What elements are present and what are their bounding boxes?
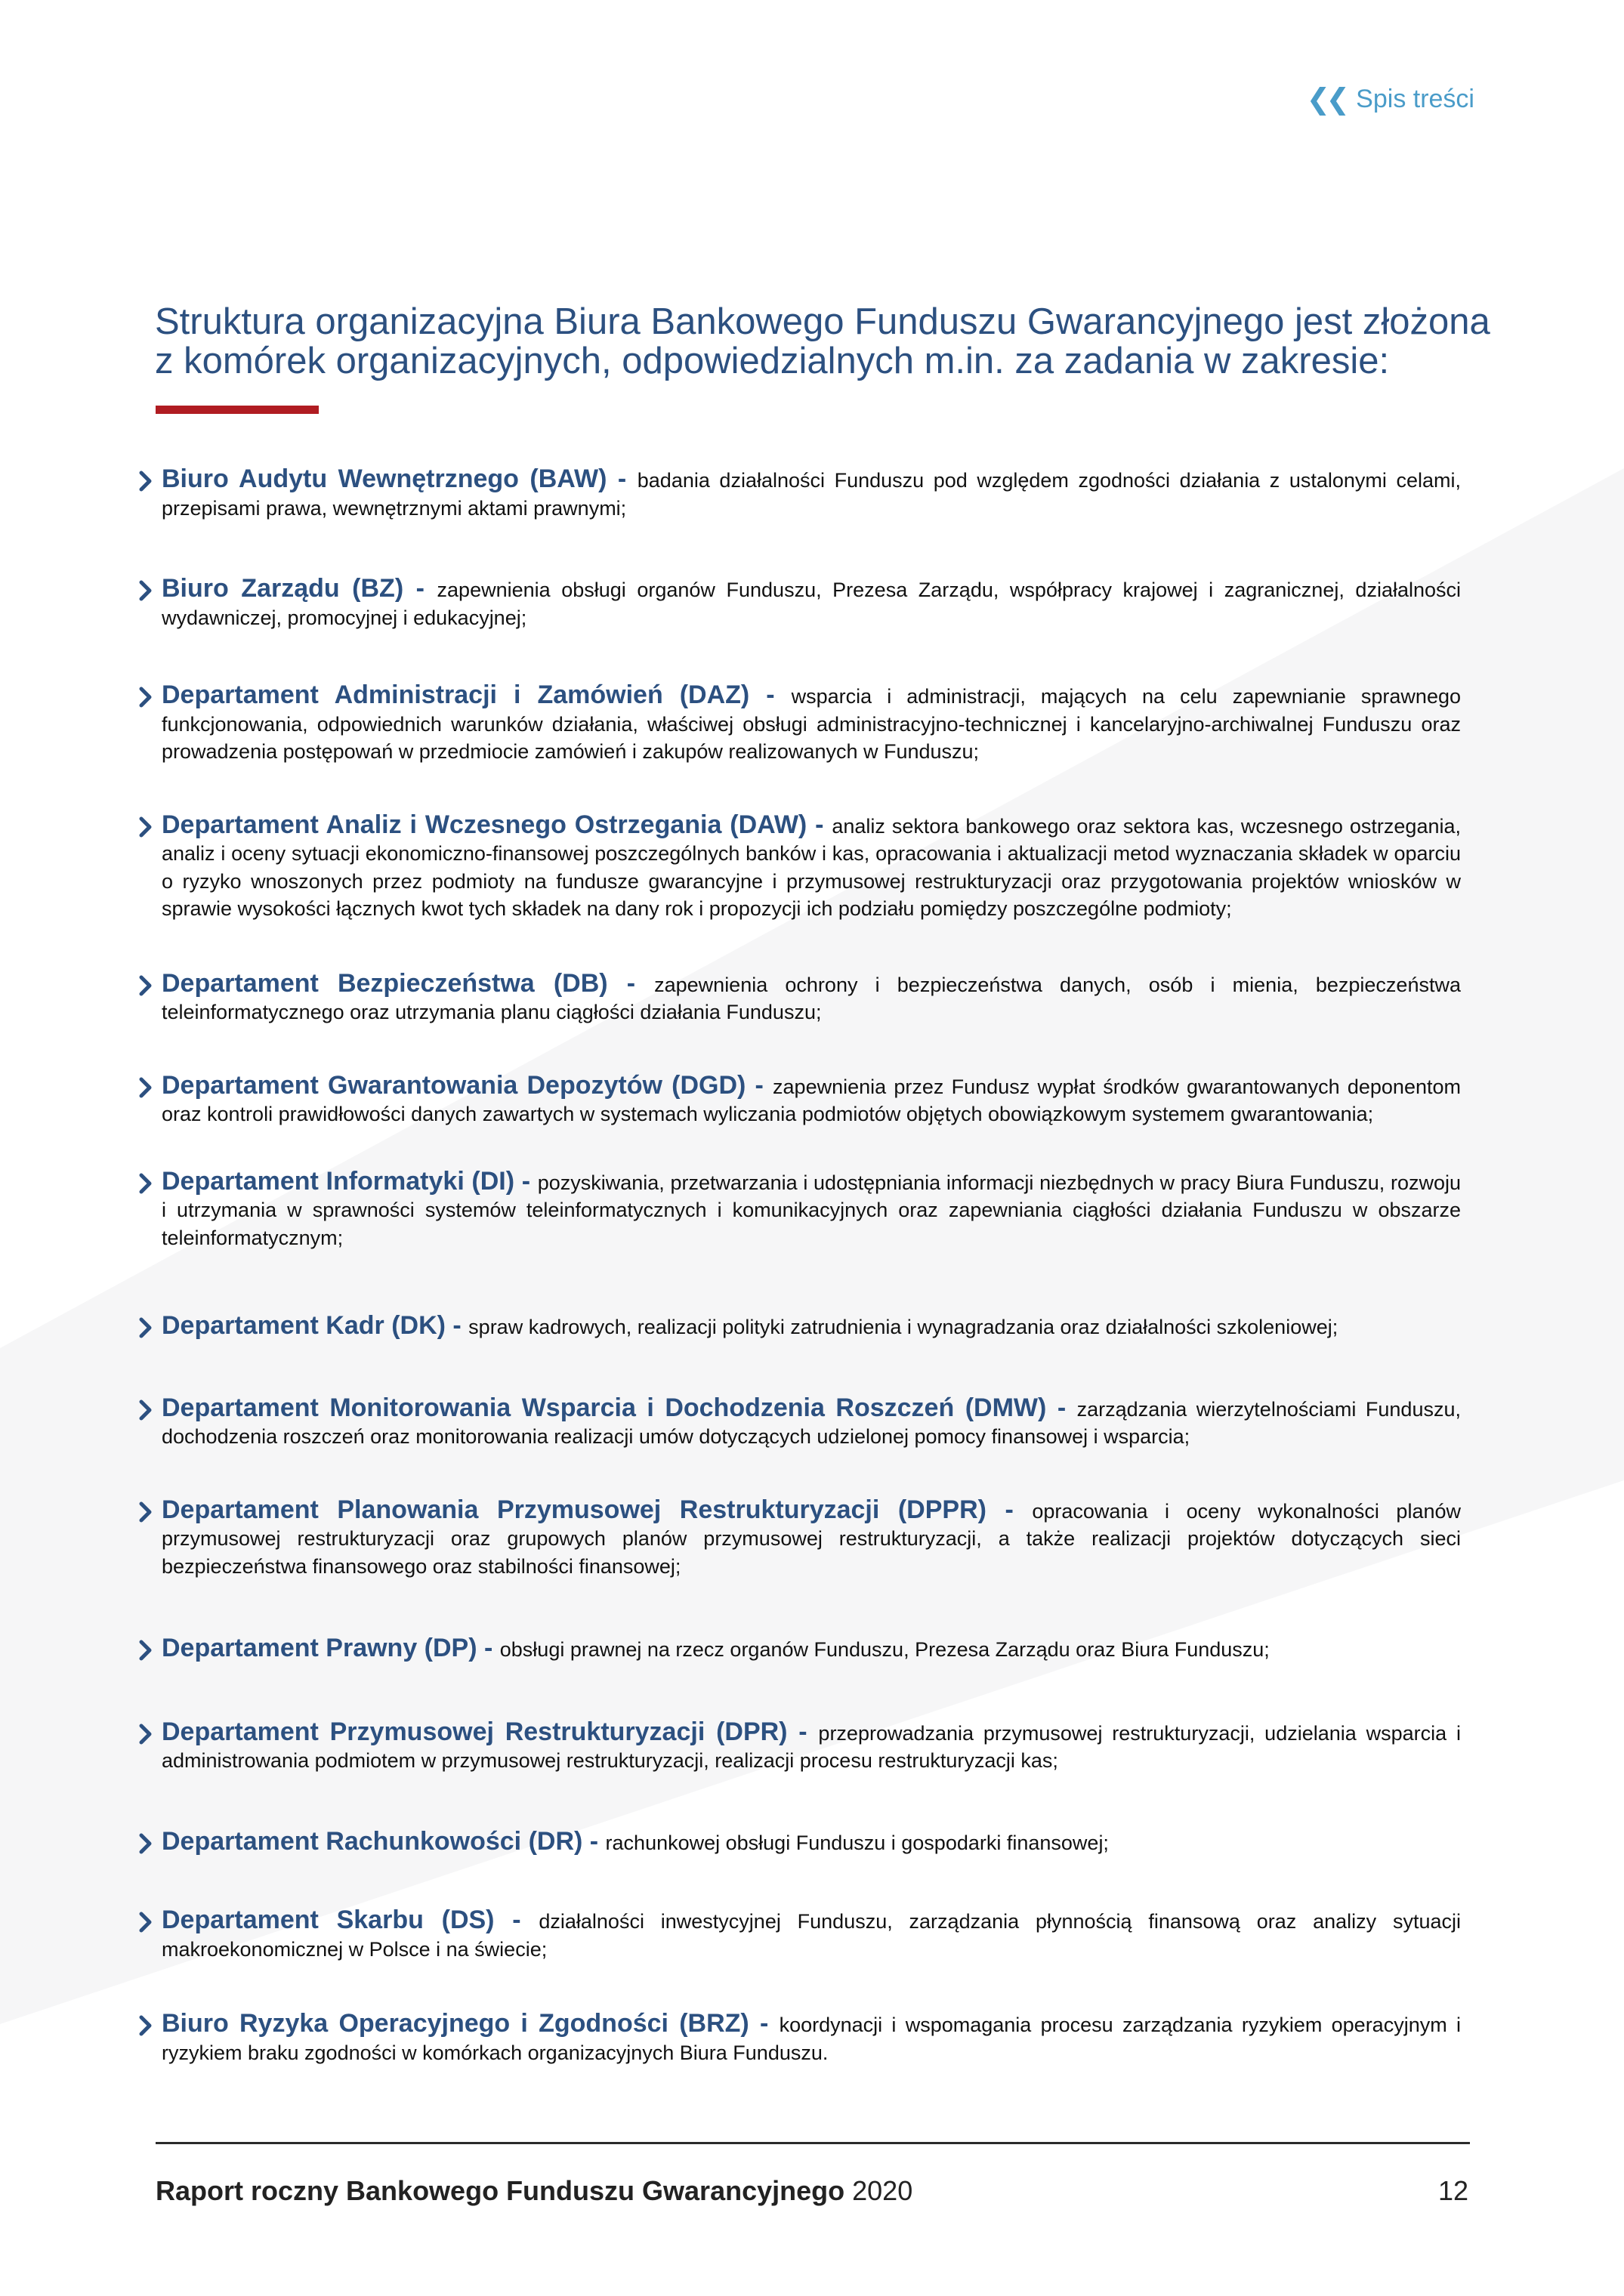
unit-description: opracowania i oceny wykonalności planów przymusowej restrukturyzacji oraz grupowych planów przymusowej restrukturyzacji, a także realizacji projektów dotyczących sieci bezpieczeństwa finansowego oraz stabilności finansowej;	[162, 1499, 1461, 1578]
unit-separator: -	[494, 1906, 539, 1934]
unit-description: badania działalności Funduszu pod względem zgodności działania z ustalonymi celami, przepisami prawa, wewnętrznymi aktami prawnymi;	[162, 469, 1461, 520]
unit-list-item	[134, 2010, 1461, 2066]
unit-description: zarządzania wierzytelnościami Funduszu, dochodzenia roszczeń oraz monitorowania realizacji umów dotyczących udzielonej pomocy finansowej i wsparcia;	[162, 1397, 1461, 1448]
unit-list-item	[134, 1718, 1461, 1775]
unit-list-item	[134, 970, 1461, 1026]
unit-separator: -	[607, 968, 655, 998]
chevron-right-icon	[137, 1832, 154, 1855]
unit-separator: -	[477, 1634, 500, 1662]
unit-separator: -	[403, 574, 437, 603]
unit-description: analiz sektora bankowego oraz sektora kas, wczesnego ostrzegania, analiz i oceny sytuacji ekonomiczno-finansowej poszczególnych banków i kas, opracowania i aktualizacji metod wyznaczania składek w oparciu o ryzyko wnoszonych przez podmioty na fundusze gwarancyjne i przymusowej restrukturyzacji oraz przygotowania projektów wniosków w sprawie wysokości łącznych kwot tych składek na dany rok i propozycji ich podziału pomiędzy poszczególne podmioty;	[162, 814, 1461, 920]
unit-list-item	[134, 1168, 1461, 1252]
unit-description: zapewnienia obsługi organów Funduszu, Prezesa Zarządu, współpracy krajowej i zagranicznej, działalności wydawniczej, promocyjnej i edukacyjnej;	[162, 579, 1461, 629]
toc-link-label: Spis treści	[1356, 85, 1474, 113]
footer-divider	[156, 2142, 1470, 2144]
unit-separator: -	[445, 1311, 469, 1340]
unit-list-item	[134, 1634, 1461, 1664]
chevron-right-icon	[137, 1501, 154, 1523]
table-of-contents-link[interactable]	[1306, 85, 1474, 114]
unit-description: obsługi prawnej na rzecz organów Funduszu, Prezesa Zarządu oraz Biura Funduszu;	[499, 1638, 1270, 1661]
unit-list-item	[134, 1312, 1461, 1341]
unit-separator: -	[607, 464, 638, 493]
unit-list-item	[134, 1072, 1461, 1128]
chevron-right-icon	[137, 2014, 154, 2037]
double-chevron-left-icon: ❮❮	[1306, 83, 1346, 116]
unit-list-item	[134, 575, 1461, 631]
unit-description: zapewnienia przez Fundusz wypłat środków gwarantowanych deponentom oraz kontroli prawidłowości danych zawartych w systemach wyliczania podmiotów objętych obowiązkowym systemem gwarantowania;	[162, 1075, 1461, 1125]
unit-separator: -	[787, 1717, 819, 1746]
unit-name: Departament Przymusowej Restrukturyzacji (DPR)	[162, 1717, 788, 1746]
unit-list-item	[134, 1496, 1461, 1581]
unit-name: Biuro Audytu Wewnętrznego (BAW)	[162, 464, 607, 493]
heading-accent-bar	[156, 406, 319, 414]
unit-separator: -	[514, 1166, 538, 1196]
page-number: 12	[1437, 2175, 1468, 2206]
chevron-right-icon	[137, 1723, 154, 1745]
unit-name: Departament Administracji i Zamówień (DAZ)	[162, 680, 750, 709]
organizational-units-list	[134, 465, 1461, 2066]
unit-name: Departament Kadr (DK)	[162, 1311, 446, 1340]
footer-title-bold: Raport roczny Bankowego Funduszu Gwarancyjnego	[156, 2175, 845, 2206]
chevron-right-icon	[137, 1399, 154, 1421]
unit-separator: -	[807, 810, 832, 839]
unit-description: spraw kadrowych, realizacji polityki zatrudnienia i wynagradzania oraz działalności szkoleniowej;	[468, 1316, 1338, 1338]
unit-name: Departament Monitorowania Wsparcia i Dochodzenia Roszczeń (DMW)	[162, 1393, 1047, 1422]
unit-description: zapewnienia ochrony i bezpieczeństwa danych, osób i mienia, bezpieczeństwa teleinformatycznego oraz utrzymania planu ciągłości działania Funduszu;	[162, 973, 1461, 1023]
chevron-right-icon	[137, 686, 154, 708]
chevron-right-icon	[137, 1076, 154, 1099]
unit-list-item	[134, 1828, 1461, 1857]
unit-description: wsparcia i administracji, mających na celu zapewnianie sprawnego funkcjonowania, odpowiednich warunków działania, właściwej obsługi administracyjno-technicznej i kancelaryjno-archiwalnej Funduszu oraz prowadzenia postępowań w przedmiocie zamówień i zakupów realizowanych w Funduszu;	[162, 685, 1461, 763]
unit-name: Biuro Ryzyka Operacyjnego i Zgodności (BRZ)	[162, 2009, 749, 2038]
unit-name: Biuro Zarządu (BZ)	[162, 574, 404, 603]
chevron-right-icon	[137, 974, 154, 997]
unit-list-item	[134, 681, 1461, 766]
unit-separator: -	[986, 1495, 1033, 1524]
unit-separator: -	[746, 1070, 773, 1100]
footer-report-title	[156, 2175, 912, 2207]
page-heading: Struktura organizacyjna Biura Bankowego Funduszu Gwarancyjnego jest złożona z komórek organizacyjnych, odpowiedzialnych m.in. za zadania w zakresie:	[155, 301, 1490, 381]
chevron-right-icon	[137, 1911, 154, 1933]
unit-description: koordynacji i wspomagania procesu zarządzania ryzykiem operacyjnym i ryzykiem braku zgodności w komórkach organizacyjnych Biura Funduszu.	[162, 2014, 1461, 2064]
unit-separator: -	[1046, 1393, 1077, 1422]
unit-description: pozyskiwania, przetwarzania i udostępniania informacji niezbędnych w pracy Biura Funduszu, rozwoju i utrzymania w sprawności systemów teleinformatycznych i komunikacyjnych oraz zapewniania ciągłości działania Funduszu w obszarze teleinformatycznym;	[162, 1171, 1462, 1249]
chevron-right-icon	[137, 1639, 154, 1662]
unit-description: rachunkowej obsługi Funduszu i gospodarki finansowej;	[605, 1831, 1109, 1854]
unit-list-item	[134, 811, 1461, 923]
unit-name: Departament Analiz i Wczesnego Ostrzegania (DAW)	[162, 810, 807, 839]
unit-name: Departament Informatyki (DI)	[162, 1166, 515, 1196]
unit-name: Departament Skarbu (DS)	[162, 1906, 495, 1934]
unit-description: działalności inwestycyjnej Funduszu, zarządzania płynnością finansową oraz analizy sytuacji makroekonomicznej w Polsce i na świecie;	[162, 1910, 1461, 1961]
unit-name: Departament Rachunkowości (DR)	[162, 1826, 583, 1856]
unit-separator: -	[582, 1826, 606, 1856]
chevron-right-icon	[137, 1316, 154, 1339]
unit-name: Departament Prawny (DP)	[162, 1634, 477, 1662]
unit-list-item	[134, 1906, 1461, 1963]
chevron-right-icon	[137, 816, 154, 838]
unit-description: przeprowadzania przymusowej restrukturyzacji, udzielania wsparcia i administrowania podmiotem w przymusowej restrukturyzacji, realizacji procesu restrukturyzacji kas;	[162, 1721, 1462, 1772]
unit-separator: -	[749, 2009, 780, 2038]
chevron-right-icon	[137, 1172, 154, 1195]
chevron-right-icon	[137, 579, 154, 602]
unit-list-item	[134, 465, 1461, 522]
footer-year: 2020	[852, 2175, 913, 2206]
unit-name: Departament Bezpieczeństwa (DB)	[162, 968, 608, 998]
chevron-right-icon	[137, 470, 154, 492]
unit-name: Departament Planowania Przymusowej Restrukturyzacji (DPPR)	[162, 1495, 986, 1524]
unit-list-item	[134, 1394, 1461, 1451]
unit-name: Departament Gwarantowania Depozytów (DGD)	[162, 1070, 746, 1100]
unit-separator: -	[749, 680, 792, 709]
